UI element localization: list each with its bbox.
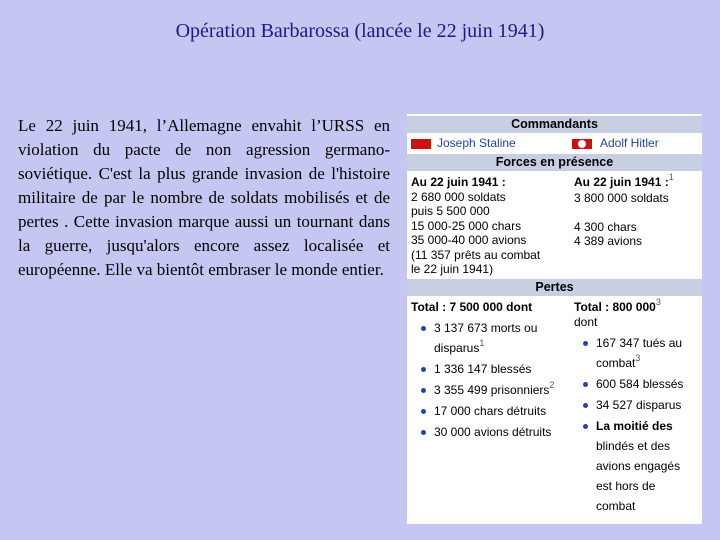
- forces-germany: [574, 172, 674, 249]
- ref-1[interactable]: 1: [668, 172, 674, 182]
- forces-ussr-line: puis 5 500 000: [411, 204, 490, 218]
- ref-1[interactable]: 1: [479, 338, 485, 348]
- losses-ussr-total: Total : 7 500 000 dont: [411, 300, 533, 314]
- forces-ussr-line: le 22 juin 1941): [411, 262, 494, 276]
- forces-ussr-line: (11 357 prêts au combat: [411, 247, 541, 262]
- list-item: 30 000 avions détruits: [421, 425, 551, 439]
- ref-3[interactable]: 3: [655, 297, 661, 307]
- list-item: 17 000 chars détruits: [421, 404, 546, 418]
- list-item-cont: avions engagés: [596, 459, 681, 473]
- list-item-cont: combat: [596, 499, 636, 513]
- forces-germany-line: 3 800 000 soldats: [574, 190, 669, 205]
- list-item: La moitié des: [583, 419, 673, 433]
- list-item-cont: combat: [596, 356, 636, 370]
- forces-germany-line: 4 389 avions: [574, 234, 643, 248]
- list-item: 3 137 673 morts ou: [421, 321, 537, 335]
- list-item-cont: blindés et des: [596, 439, 671, 453]
- commander-ussr-link[interactable]: Joseph Staline: [437, 136, 516, 150]
- forces-ussr: [411, 175, 540, 277]
- commanders-header: Commandants: [407, 116, 702, 133]
- forces-ussr-line: 15 000-25 000 chars: [411, 218, 522, 233]
- list-item: 3 355 499 prisonniers: [434, 383, 550, 397]
- infobox-panel: [407, 114, 702, 524]
- list-item: 1 336 147 blessés: [421, 362, 531, 376]
- list-item: 34 527 disparus: [583, 398, 681, 412]
- germany-flag-icon: [572, 139, 592, 149]
- forces-ussr-line: Au 22 juin 1941 :: [411, 175, 506, 189]
- ussr-flag-icon: [411, 139, 431, 149]
- ref-3[interactable]: 3: [635, 353, 641, 363]
- ref-2[interactable]: 2: [549, 380, 555, 390]
- losses-germany-dont: dont: [574, 315, 598, 329]
- list-item: 167 347 tués au: [583, 336, 682, 350]
- forces-ussr-line: 35 000-40 000 avions: [411, 233, 527, 247]
- forces-germany-line: Au 22 juin 1941 :: [574, 175, 669, 189]
- slide-title: Opération Barbarossa (lancée le 22 juin 1941): [175, 20, 545, 42]
- losses-header: Pertes: [407, 279, 702, 296]
- intro-paragraph: Le 22 juin 1941, l’Allemagne envahit l’URSS en violation du pacte de non agression germano-soviétique. C'est la plus grande invasion de l'histoire militaire de par le nombre de soldats mobilisés et de pertes . Cette invasion marque aussi un tournant dans la guerre, jusqu'alors encore assez localisée et européenne. Elle va bientôt embraser le monde entier.: [18, 116, 390, 279]
- list-item-cont: est hors de: [596, 479, 656, 493]
- list-item-cont: disparus: [434, 341, 480, 355]
- losses-germany-total: Total : 800 000: [574, 300, 656, 314]
- list-item: 600 584 blessés: [583, 377, 683, 391]
- forces-germany-line: 4 300 chars: [574, 219, 637, 234]
- commander-germany-link[interactable]: Adolf Hitler: [600, 136, 659, 150]
- forces-header: Forces en présence: [407, 154, 702, 171]
- forces-ussr-line: 2 680 000 soldats: [411, 189, 506, 204]
